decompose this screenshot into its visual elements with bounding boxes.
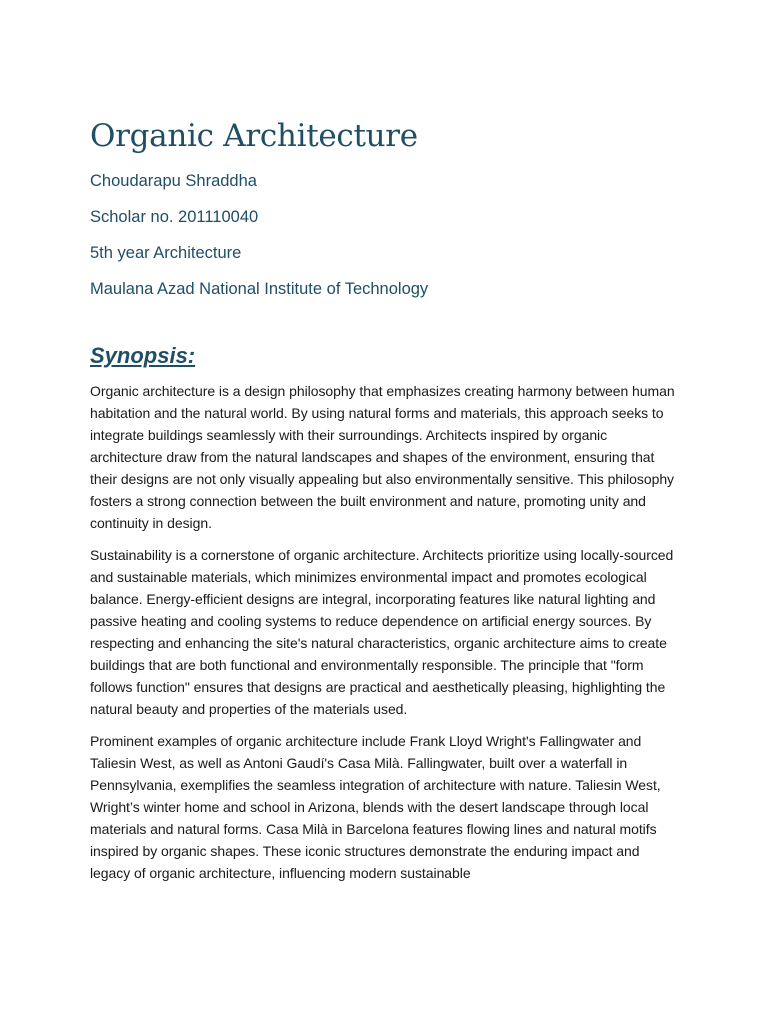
document-title: Organic Architecture [90,118,418,154]
synopsis-paragraph-1: Organic architecture is a design philosophy that emphasizes creating harmony between human habitation and the natural world. By using natural forms and materials, this approach seeks to integrate buildings seamlessly with their surroundings. Architects inspired by organic architecture draw from the natural landscapes and shapes of the environment, ensuring that their designs are not only visually appealing but also environmentally sensitive. This philosophy fosters a strong connection between the built environment and nature, promoting unity and continuity in design. [90,383,675,531]
synopsis-paragraph-2: Sustainability is a cornerstone of organic architecture. Architects prioritize using locally-sourced and sustainable materials, which minimizes environmental impact and promotes ecological balance. Energy-efficient designs are integral, incorporating features like natural lighting and passive heating and cooling systems to reduce dependence on artificial energy sources. By respecting and enhancing the site's natural characteristics, organic architecture aims to create buildings that are both functional and environmentally responsible. The principle that "form follows function" ensures that designs are practical and aesthetically pleasing, highlighting the natural beauty and properties of the materials used. [90,547,674,717]
author-name: Choudarapu Shraddha [90,172,257,190]
document-page [90,112,680,884]
scholar-number: Scholar no. 201110040 [90,208,259,226]
synopsis-heading: Synopsis: [90,343,196,368]
academic-year: 5th year Architecture [90,244,242,262]
institute-name: Maulana Azad National Institute of Technology [90,280,429,298]
synopsis-paragraph-3: Prominent examples of organic architecture include Frank Lloyd Wright's Fallingwater and Taliesin West, as well as Antoni Gaudí's Casa Milà. Fallingwater, built over a waterfall in Pennsylvania, exemplifies the seamless integration of architecture with nature. Taliesin West, Wright’s winter home and school in Arizona, blends with the desert landscape through local materials and natural forms. Casa Milà in Barcelona features flowing lines and natural motifs inspired by organic shapes. These iconic structures demonstrate the enduring impact and legacy of organic architecture, influencing modern sustainable [90,733,661,881]
